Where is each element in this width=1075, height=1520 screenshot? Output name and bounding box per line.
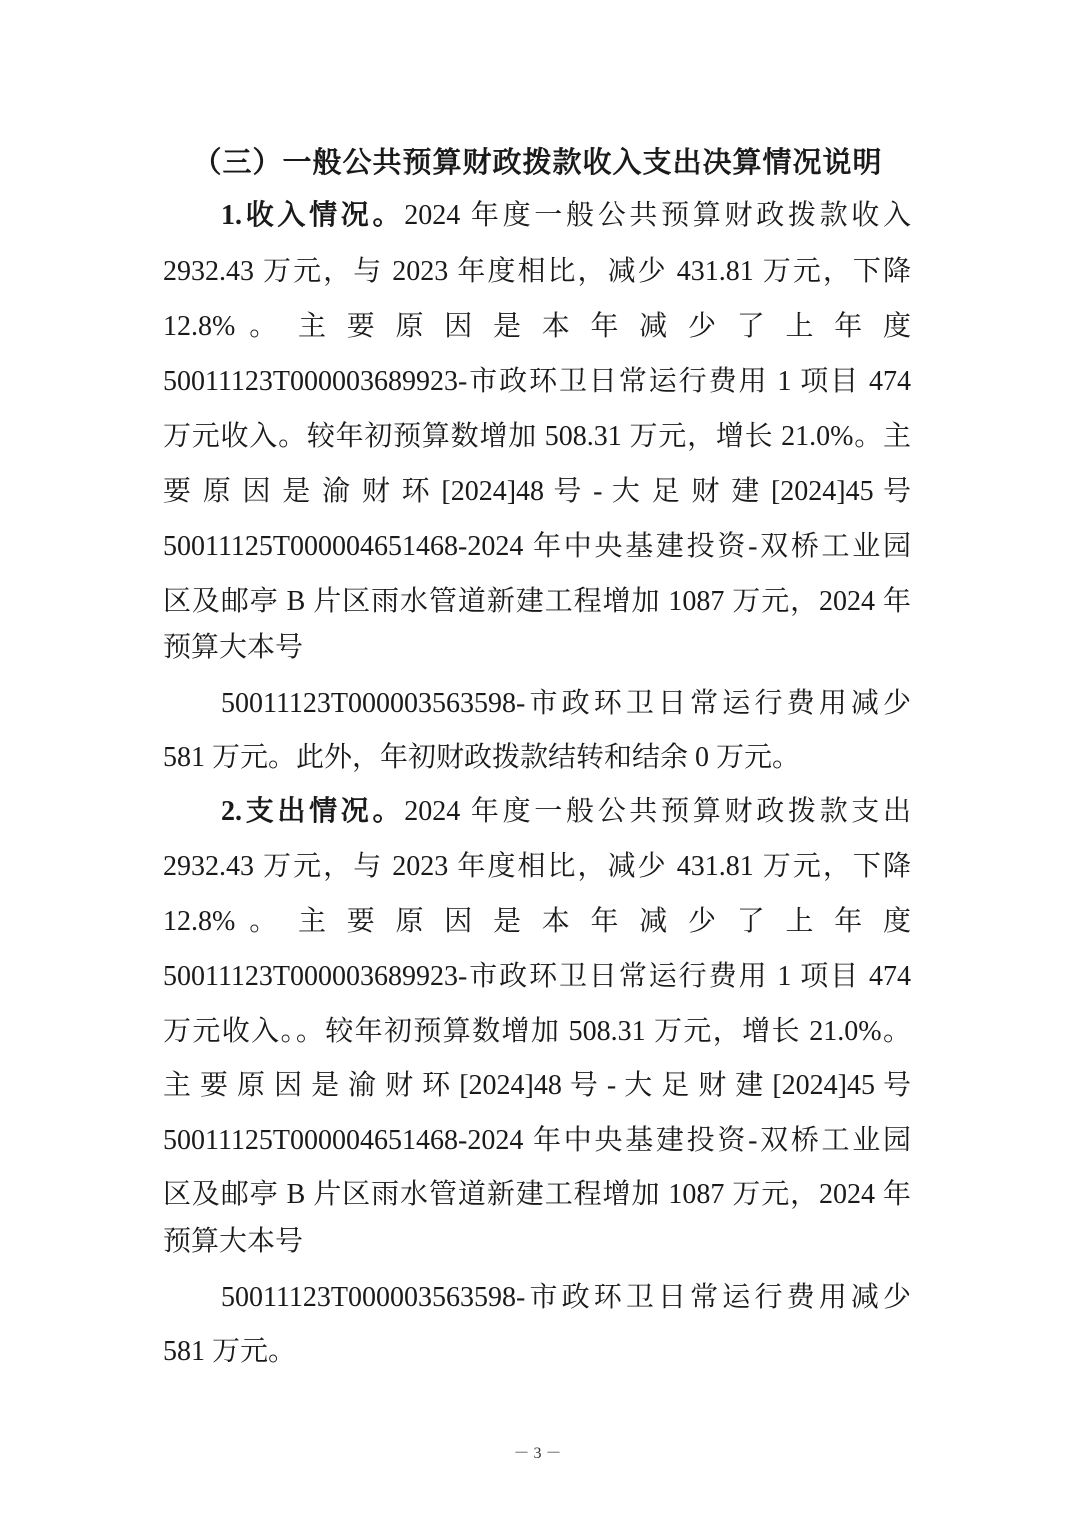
income-paragraph-line-1: [221, 196, 911, 236]
expense-paragraph-line-1: [221, 792, 911, 832]
expense-paragraph-line-4: 50011123T000003689923-市政环卫日常运行费用 1 项目 474: [163, 961, 911, 992]
income-line-text: 2024 年度一般公共预算财政拨款收入: [404, 200, 911, 231]
expense-paragraph-line-3: 12.8% 。 主 要 原 因 是 本 年 减 少 了 上 年 度: [163, 906, 911, 937]
page-number: － 3 －: [513, 1445, 562, 1462]
expense-continuation-line-1: 50011123T000003563598-市政环卫日常运行费用减少: [221, 1282, 911, 1313]
expense-paragraph-line-2: 2932.43 万元，与 2023 年度相比，减少 431.81 万元，下降: [163, 851, 911, 882]
income-paragraph-line-3: 12.8% 。 主 要 原 因 是 本 年 减 少 了 上 年 度: [163, 311, 911, 342]
income-paragraph-line-2: 2932.43 万元，与 2023 年度相比，减少 431.81 万元，下降: [163, 256, 911, 287]
income-continuation-line-1: 50011123T000003563598-市政环卫日常运行费用减少: [221, 688, 911, 719]
income-paragraph-line-5: 万元收入。较年初预算数增加 508.31 万元，增长 21.0%。主: [163, 421, 911, 452]
income-paragraph-line-8: 区及邮亭 B 片区雨水管道新建工程增加 1087 万元，2024 年: [163, 586, 911, 617]
income-paragraph-line-4: 50011123T000003689923-市政环卫日常运行费用 1 项目 474: [163, 366, 911, 397]
expense-paragraph-line-6: 主 要 原 因 是 渝 财 环 [2024]48 号 - 大 足 财 建 [2024]45 号: [163, 1070, 911, 1101]
expense-paragraph-line-9: 预算大本号: [163, 1226, 304, 1257]
income-continuation-line-2: 581 万元。此外，年初财政拨款结转和结余 0 万元。: [163, 742, 801, 773]
expense-paragraph-line-5: 万元收入。。较年初预算数增加 508.31 万元，增长 21.0%。: [163, 1016, 911, 1047]
income-paragraph-line-6: 要 原 因 是 渝 财 环 [2024]48 号 - 大 足 财 建 [2024]45 号: [163, 476, 911, 507]
section-heading: （三）一般公共预算财政拨款收入支出决算情况说明: [192, 147, 883, 179]
expense-continuation-line-2: 581 万元。: [163, 1336, 297, 1367]
expense-paragraph-line-8: 区及邮亭 B 片区雨水管道新建工程增加 1087 万元，2024 年: [163, 1179, 911, 1210]
expense-paragraph-line-7: 50011125T000004651468-2024 年中央基建投资-双桥工业园: [163, 1125, 911, 1156]
income-paragraph-line-7: 50011125T000004651468-2024 年中央基建投资-双桥工业园: [163, 531, 911, 562]
income-paragraph-line-9: 预算大本号: [163, 632, 304, 663]
expense-lead: 2.支出情况。: [221, 796, 405, 827]
income-lead: 1.收入情况。: [221, 200, 405, 231]
expense-line-text: 2024 年度一般公共预算财政拨款支出: [404, 796, 911, 827]
